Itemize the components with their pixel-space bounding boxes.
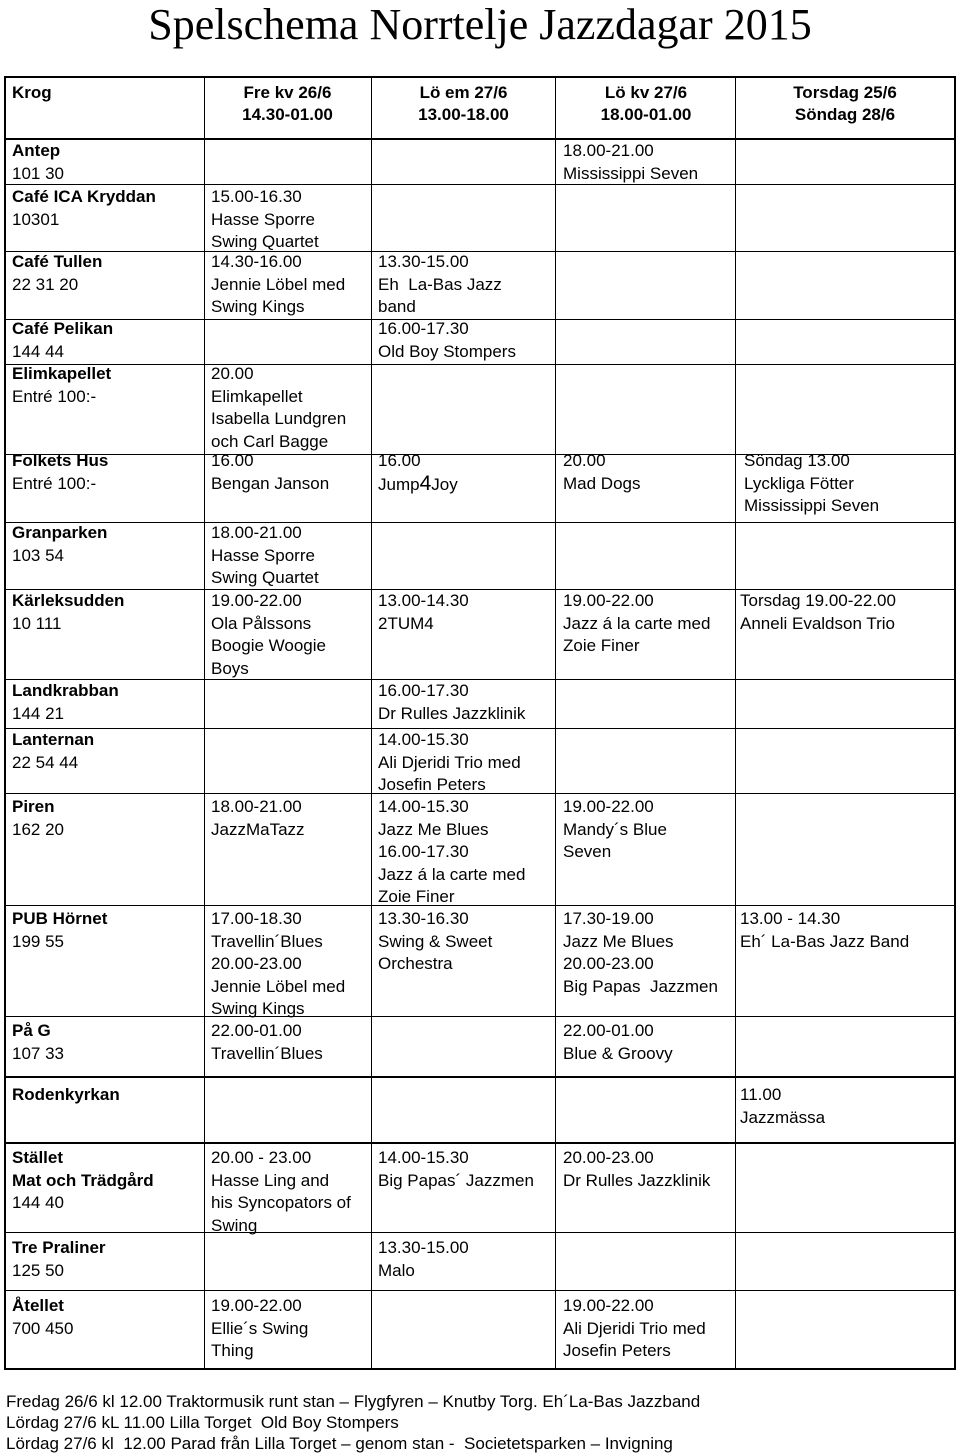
row-divider bbox=[4, 1232, 956, 1233]
event-artist: Jennie Löbel med bbox=[211, 274, 346, 294]
header-lordag-kv-time: 18.00-01.00 bbox=[600, 105, 692, 124]
event-cell bbox=[211, 1295, 308, 1363]
venue-cell bbox=[12, 140, 64, 185]
event-time: 16.00-17.30 bbox=[378, 681, 469, 700]
footer-note: Lördag 27/6 kL 11.00 Lilla Torget Old Boy Stompers bbox=[6, 1413, 399, 1432]
venue-name: Landkrabban bbox=[12, 681, 119, 700]
event-cell bbox=[563, 1147, 710, 1192]
event-artist: Mississippi Seven bbox=[744, 496, 880, 515]
column-divider bbox=[204, 76, 205, 1370]
venue-cell bbox=[12, 318, 113, 363]
venue-entry: Entré 100:- bbox=[12, 473, 97, 493]
event-artist: Anneli Evaldson Trio bbox=[740, 613, 895, 633]
event-time: 20.00-23.00 bbox=[211, 954, 302, 973]
event-artist: Ola Pålssons bbox=[211, 613, 312, 633]
event-artist: Hasse Ling and bbox=[211, 1170, 330, 1190]
venue-phone: 10 111 bbox=[12, 613, 62, 633]
venue-name: Café ICA Kryddan bbox=[12, 187, 156, 206]
event-artist: Bengan Janson bbox=[211, 473, 330, 493]
event-cell bbox=[211, 522, 319, 590]
event-cell bbox=[378, 796, 525, 909]
row-divider bbox=[4, 184, 956, 185]
header-lordag-kv bbox=[556, 82, 736, 126]
event-artist: Swing bbox=[211, 1215, 258, 1235]
row-divider bbox=[4, 364, 956, 365]
table-border-left bbox=[4, 76, 6, 1370]
event-cell bbox=[378, 729, 521, 797]
event-time: 18.00-21.00 bbox=[211, 523, 302, 542]
event-cell bbox=[211, 251, 345, 319]
venue-phone: 700 450 bbox=[12, 1318, 74, 1338]
event-time: 20.00 bbox=[563, 451, 606, 470]
event-time: 19.00-22.00 bbox=[211, 591, 302, 610]
column-divider bbox=[735, 76, 736, 1370]
event-artist: Dr Rulles Jazzklinik bbox=[563, 1170, 711, 1190]
venue-cell bbox=[12, 1020, 64, 1065]
event-cell bbox=[211, 186, 319, 254]
event-cell bbox=[563, 450, 640, 495]
event-artist: Mississippi Seven bbox=[563, 163, 699, 183]
event-cell bbox=[378, 1147, 534, 1192]
event-artist: Jazz á la carte med bbox=[378, 864, 526, 884]
venue-phone: 125 50 bbox=[12, 1260, 64, 1280]
event-artist: Josefin Peters bbox=[563, 1341, 671, 1360]
row-divider bbox=[4, 522, 956, 523]
venue-cell bbox=[12, 590, 124, 635]
event-artist: Swing Kings bbox=[211, 297, 305, 316]
event-artist: Ellie´s Swing bbox=[211, 1318, 309, 1338]
event-cell bbox=[378, 318, 516, 363]
event-time: 19.00-22.00 bbox=[563, 1296, 654, 1315]
event-artist: Swing Quartet bbox=[211, 232, 319, 251]
venue-name: PUB Hörnet bbox=[12, 909, 108, 928]
event-artist: JazzMaTazz bbox=[211, 819, 305, 839]
row-divider bbox=[4, 1290, 956, 1291]
event-time: 15.00-16.30 bbox=[211, 187, 302, 206]
event-cell bbox=[563, 590, 710, 658]
event-cell bbox=[378, 251, 502, 319]
event-cell bbox=[563, 140, 698, 185]
event-time: Söndag 13.00 bbox=[744, 451, 850, 470]
venue-cell bbox=[12, 796, 64, 841]
row-divider bbox=[4, 1016, 956, 1017]
header-fredag-day: Fre kv 26/6 bbox=[243, 83, 332, 102]
header-fredag bbox=[205, 82, 370, 126]
event-artist: Swing Kings bbox=[211, 999, 305, 1018]
event-artist: his Syncopators of bbox=[211, 1193, 351, 1212]
event-time: 16.00 bbox=[211, 451, 254, 470]
event-artist: Orchestra bbox=[378, 954, 453, 973]
event-artist: Hasse Sporre bbox=[211, 545, 315, 565]
venue-phone: 22 54 44 bbox=[12, 752, 79, 772]
venue-cell bbox=[12, 363, 111, 408]
event-artist: Mad Dogs bbox=[563, 473, 641, 493]
event-time: Torsdag 19.00-22.00 bbox=[740, 591, 896, 610]
venue-phone: 22 31 20 bbox=[12, 274, 79, 294]
venue-cell bbox=[12, 1295, 73, 1340]
event-cell bbox=[211, 1147, 351, 1237]
event-artist: Jazz á la carte med bbox=[563, 613, 711, 633]
event-time: 20.00 bbox=[211, 364, 254, 383]
footer-note: Fredag 26/6 kl 12.00 Traktormusik runt stan – Flygfyren – Knutby Torg. Eh´La-Bas Jazzband bbox=[6, 1392, 701, 1411]
venue-name: Café Tullen bbox=[12, 252, 103, 271]
event-time: 22.00-01.00 bbox=[563, 1021, 654, 1040]
column-divider bbox=[371, 76, 372, 1370]
event-artist: Blue & Groovy bbox=[563, 1043, 673, 1063]
event-artist: Travellin´Blues bbox=[211, 931, 323, 951]
venue-phone: 101 30 bbox=[12, 163, 64, 183]
event-cell bbox=[744, 450, 879, 518]
event-time: 20.00-23.00 bbox=[563, 1148, 654, 1167]
venue-phone: 144 44 bbox=[12, 341, 64, 361]
event-cell bbox=[211, 363, 346, 453]
event-artist: och Carl Bagge bbox=[211, 431, 329, 451]
event-artist: Mandy´s Blue bbox=[563, 819, 667, 839]
venue-name: Kärleksudden bbox=[12, 591, 125, 610]
venue-name: Antep bbox=[12, 141, 61, 160]
event-cell bbox=[563, 908, 718, 998]
event-artist: Old Boy Stompers bbox=[378, 341, 516, 361]
venue-cell bbox=[12, 450, 108, 495]
event-cell bbox=[563, 1295, 706, 1363]
event-time: 13.30-15.00 bbox=[378, 252, 469, 271]
event-time: 16.00-17.30 bbox=[378, 319, 469, 338]
venue-phone: 10301 bbox=[12, 209, 60, 229]
row-divider bbox=[4, 1076, 956, 1078]
header-lordag-em bbox=[372, 82, 555, 126]
event-artist: Hasse Sporre bbox=[211, 209, 315, 229]
event-artist: Big Papas Jazzmen bbox=[563, 976, 718, 996]
event-artist-part: Jump bbox=[378, 474, 420, 494]
venue-entry: Entré 100:- bbox=[12, 386, 97, 406]
venue-name: Rodenkyrkan bbox=[12, 1085, 120, 1104]
header-torsdag-sondag bbox=[736, 82, 954, 126]
header-divider bbox=[4, 138, 956, 140]
event-artist-part: 4 bbox=[419, 471, 432, 495]
event-artist: Swing & Sweet bbox=[378, 931, 493, 951]
event-artist: Dr Rulles Jazzklinik bbox=[378, 703, 526, 723]
venue-name: Piren bbox=[12, 797, 55, 816]
header-lordag-em-time: 13.00-18.00 bbox=[418, 105, 509, 124]
venue-phone: 199 55 bbox=[12, 931, 64, 951]
event-cell bbox=[211, 908, 345, 1021]
event-artist: Thing bbox=[211, 1341, 254, 1360]
event-time: 16.00-17.30 bbox=[378, 842, 469, 861]
header-krog: Krog bbox=[12, 83, 52, 102]
event-artist: Travellin´Blues bbox=[211, 1043, 323, 1063]
event-time: 14.00-15.30 bbox=[378, 1148, 469, 1167]
venue-name: Tre Praliner bbox=[12, 1238, 106, 1257]
venue-name: Café Pelikan bbox=[12, 319, 114, 338]
venue-cell bbox=[12, 680, 119, 725]
table-border-top bbox=[4, 76, 956, 78]
event-cell bbox=[378, 680, 525, 725]
venue-phone: 162 20 bbox=[12, 819, 64, 839]
event-artist: Zoie Finer bbox=[563, 636, 640, 655]
event-time: 18.00-21.00 bbox=[211, 797, 302, 816]
event-time: 13.00-14.30 bbox=[378, 591, 469, 610]
event-artist-part: Joy bbox=[431, 474, 458, 494]
venue-phone: 107 33 bbox=[12, 1043, 64, 1063]
event-cell bbox=[211, 450, 329, 495]
event-artist: Jennie Löbel med bbox=[211, 976, 346, 996]
event-cell bbox=[211, 1020, 323, 1065]
event-cell bbox=[740, 908, 909, 953]
event-cell bbox=[563, 1020, 673, 1065]
header-sondag: Söndag 28/6 bbox=[794, 105, 896, 124]
venue-phone: 144 21 bbox=[12, 703, 64, 723]
event-artist: Jazzmässa bbox=[740, 1107, 826, 1127]
venue-cell bbox=[12, 522, 107, 567]
event-artist: Malo bbox=[378, 1260, 415, 1280]
venue-name: På G bbox=[12, 1021, 51, 1040]
event-artist: Boogie Woogie bbox=[211, 636, 326, 655]
venue-subtitle: Mat och Trädgård bbox=[12, 1170, 154, 1190]
venue-name: Lanternan bbox=[12, 730, 95, 749]
event-artist: Isabella Lundgren bbox=[211, 409, 347, 428]
event-time: 11.00 bbox=[740, 1085, 782, 1104]
event-artist: Eh´ La-Bas Jazz Band bbox=[740, 931, 910, 951]
venue-cell bbox=[12, 729, 94, 774]
event-time: 19.00-22.00 bbox=[211, 1296, 302, 1315]
column-divider bbox=[555, 76, 556, 1370]
event-time: 14.00-15.30 bbox=[378, 730, 469, 749]
event-time: 22.00-01.00 bbox=[211, 1021, 302, 1040]
header-torsdag: Torsdag 25/6 bbox=[793, 83, 897, 102]
venue-phone: 144 40 bbox=[12, 1193, 64, 1212]
row-divider bbox=[4, 1142, 956, 1144]
event-time: 18.00-21.00 bbox=[563, 141, 654, 160]
event-artist: Eh La-Bas Jazz bbox=[378, 274, 502, 294]
footer-note: Lördag 27/6 kl 12.00 Parad från Lilla Torget – genom stan - Societetsparken – Invigning bbox=[6, 1434, 673, 1453]
event-time: 13.00 - 14.30 bbox=[740, 909, 841, 928]
event-artist: Ali Djeridi Trio med bbox=[563, 1318, 706, 1338]
header-fredag-time: 14.30-01.00 bbox=[242, 105, 333, 124]
event-cell bbox=[740, 590, 896, 635]
event-artist: Josefin Peters bbox=[378, 775, 486, 794]
header-lordag-kv-day: Lö kv 27/6 bbox=[604, 83, 688, 102]
event-artist bbox=[378, 471, 458, 495]
venue-name: Granparken bbox=[12, 523, 108, 542]
event-cell bbox=[211, 590, 326, 680]
event-cell bbox=[740, 1084, 825, 1129]
event-artist: band bbox=[378, 297, 416, 316]
venue-cell bbox=[12, 908, 107, 953]
venue-name: Elimkapellet bbox=[12, 364, 112, 383]
event-artist: Jazz Me Blues bbox=[563, 931, 674, 951]
event-cell bbox=[563, 796, 667, 864]
event-time: 16.00 bbox=[378, 451, 421, 470]
event-artist: Boys bbox=[211, 658, 249, 678]
event-artist: Swing Quartet bbox=[211, 568, 319, 587]
event-time: 17.30-19.00 bbox=[563, 909, 654, 928]
venue-cell bbox=[12, 1084, 120, 1107]
venue-cell bbox=[12, 251, 102, 296]
event-artist: Elimkapellet bbox=[211, 386, 303, 406]
event-time: 19.00-22.00 bbox=[563, 797, 654, 816]
event-artist: Seven bbox=[563, 842, 612, 861]
header-lordag-em-day: Lö em 27/6 bbox=[419, 83, 508, 102]
event-time: 17.00-18.30 bbox=[211, 909, 302, 928]
page-title: Spelschema Norrtelje Jazzdagar 2015 bbox=[148, 0, 812, 49]
event-time: 20.00 - 23.00 bbox=[211, 1148, 312, 1167]
event-artist: Zoie Finer bbox=[378, 887, 455, 906]
event-cell bbox=[378, 908, 492, 976]
table-border-bottom bbox=[4, 1368, 956, 1370]
venue-phone: 103 54 bbox=[12, 545, 64, 565]
event-cell bbox=[211, 796, 305, 841]
event-time: 14.00-15.30 bbox=[378, 797, 469, 816]
event-artist: Lyckliga Fötter bbox=[744, 473, 854, 493]
venue-cell bbox=[12, 186, 156, 231]
event-cell bbox=[378, 1237, 469, 1282]
event-time: 13.30-15.00 bbox=[378, 1238, 469, 1257]
table-border-right bbox=[954, 76, 956, 1370]
event-time: 20.00-23.00 bbox=[563, 954, 654, 973]
venue-name: Folkets Hus bbox=[12, 451, 109, 470]
venue-cell bbox=[12, 1237, 106, 1282]
event-artist: Big Papas´ Jazzmen bbox=[378, 1170, 534, 1190]
event-time: 19.00-22.00 bbox=[563, 591, 654, 610]
event-cell bbox=[378, 450, 458, 496]
event-artist: Jazz Me Blues bbox=[378, 819, 489, 839]
venue-name: Stället bbox=[12, 1148, 64, 1167]
venue-name: Åtellet bbox=[12, 1296, 64, 1315]
event-time: 14.30-16.00 bbox=[211, 252, 302, 271]
event-artist: 2TUM4 bbox=[378, 613, 434, 633]
event-cell bbox=[378, 590, 469, 635]
venue-cell bbox=[12, 1147, 154, 1215]
event-time: 13.30-16.30 bbox=[378, 909, 469, 928]
event-artist: Ali Djeridi Trio med bbox=[378, 752, 521, 772]
